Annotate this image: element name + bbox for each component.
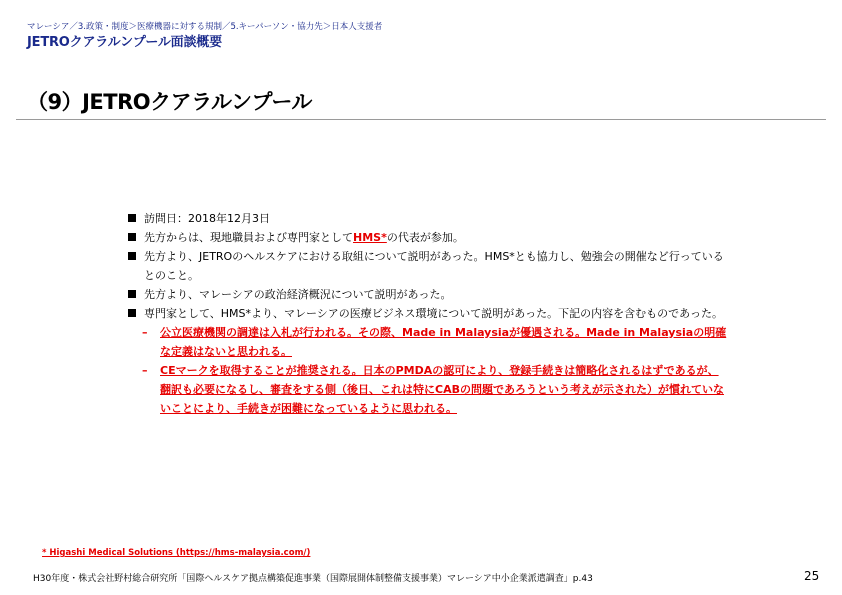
bullet-attendees	[128, 228, 728, 247]
bullet-hms-explanation	[128, 304, 728, 323]
page-title: （9）JETROクアラルンプール	[27, 90, 312, 114]
bullet-jetro-healthcare	[128, 247, 728, 285]
hms-highlight: HMS*	[353, 231, 387, 244]
bullet-text: 訪問日：2018年12月3日	[144, 212, 270, 225]
square-bullet-icon	[128, 252, 136, 260]
bullet-text: 先方より、JETROのヘルスケアにおける取組について説明があった。HMS*とも協力し、勉強会の開催など行っているとのこと。	[144, 250, 724, 282]
bullet-visit-date	[128, 209, 728, 228]
square-bullet-icon	[128, 214, 136, 222]
page-number: 25	[804, 569, 820, 583]
square-bullet-icon	[128, 290, 136, 298]
sub-item-ce-mark	[128, 361, 728, 418]
section-title: JETROクアラルンプール面談概要	[27, 35, 222, 50]
footnote-hms: * Higashi Medical Solutions (https://hms-malaysia.com/)	[42, 548, 311, 558]
sub-item-text: 公立医療機関の調達は入札が行われる。その際、Made in Malaysiaが優遇される。Made in Malaysiaの明確な定義はないと思われる。	[160, 326, 727, 358]
square-bullet-icon	[128, 309, 136, 317]
square-bullet-icon	[128, 233, 136, 241]
sub-item-text: CEマークを取得することが推奨される。日本のPMDAの認可により、登録手続きは簡略化されるはずであるが、翻訳も必要になるし、審査をする側（後日、これは特にCABの問題であろうという考えが示された）が慣れていないことにより、手続きが困難になっているように思われる。	[160, 364, 724, 415]
bullet-text: 専門家として、HMS*より、マレーシアの医療ビジネス環境について説明があった。下記の内容を含むものであった。	[144, 307, 724, 320]
content-body	[128, 209, 728, 418]
dash-bullet-icon: –	[142, 326, 148, 339]
bullet-text-prefix: 先方からは、現地職員および専門家として	[144, 231, 353, 244]
bullet-text-suffix: の代表が参加。	[386, 231, 464, 244]
bullet-text: 先方より、マレーシアの政治経済概況について説明があった。	[144, 288, 452, 301]
breadcrumb: マレーシア／3.政策・制度＞医療機器に対する規制／5.キーパーソン・協力先＞日本人支援者	[27, 22, 383, 32]
title-divider	[16, 119, 826, 120]
bullet-economy-overview	[128, 285, 728, 304]
footer-source: H30年度・株式会社野村総合研究所「国際ヘルスケア拠点構築促進事業（国際展開体制整備支援事業）マレーシア中小企業派遣調査」p.43	[33, 574, 593, 584]
sub-item-procurement	[128, 323, 728, 361]
dash-bullet-icon: –	[142, 364, 148, 377]
